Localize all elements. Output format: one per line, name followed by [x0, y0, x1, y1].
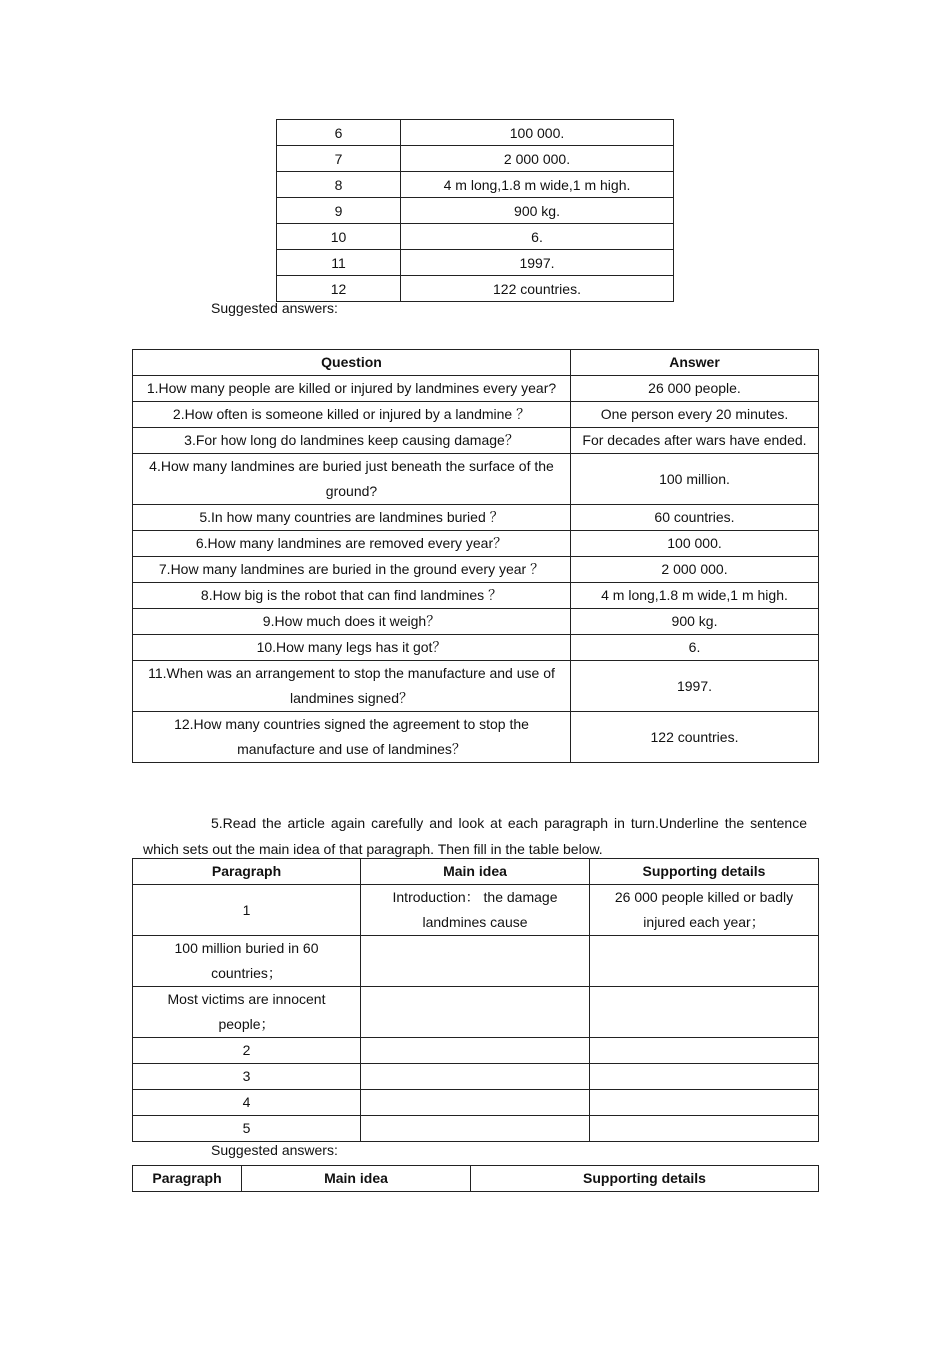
answer-cell: 1997. — [401, 250, 674, 276]
instruction-paragraph: 5.Read the article again carefully and look at each paragraph in turn.Underline the sentence which sets out the main idea of that paragraph. Then fill in the table below. — [143, 815, 807, 857]
paragraph-cell: 3 — [133, 1064, 361, 1090]
question-cell: 6.How many landmines are removed every year？ — [133, 531, 571, 557]
answer-cell: 4 m long,1.8 m wide,1 m high. — [401, 172, 674, 198]
suggested-answers-label-2: Suggested answers: — [211, 1142, 338, 1158]
answer-cell: 6. — [571, 635, 819, 661]
question-cell: 7.How many landmines are buried in the ground every year ？ — [133, 557, 571, 583]
supporting-details-cell — [590, 1090, 819, 1116]
answer-cell: 100 million. — [571, 454, 819, 505]
table-row — [133, 661, 819, 712]
table-row — [133, 987, 819, 1038]
question-header: Question — [133, 350, 571, 376]
answer-cell: 26 000 people. — [571, 376, 819, 402]
question-cell: 3.For how long do landmines keep causing damage？ — [133, 428, 571, 454]
answer-cell: 60 countries. — [571, 505, 819, 531]
question-cell: 12.How many countries signed the agreement to stop the manufacture and use of landmines？ — [133, 712, 571, 763]
paragraph-cell: 2 — [133, 1038, 361, 1064]
paragraph-cell: 100 million buried in 60 countries； — [133, 936, 361, 987]
table-row — [277, 172, 674, 198]
table-row — [133, 428, 819, 454]
question-cell: 1.How many people are killed or injured by landmines every year? — [133, 376, 571, 402]
main-idea-cell: Introduction： the damage landmines cause — [361, 885, 590, 936]
question-cell: 4.How many landmines are buried just beneath the surface of the ground? — [133, 454, 571, 505]
table-row — [133, 712, 819, 763]
table-row — [133, 557, 819, 583]
table-row — [133, 609, 819, 635]
number-cell: 10 — [277, 224, 401, 250]
answer-cell: 900 kg. — [571, 609, 819, 635]
table-row — [277, 198, 674, 224]
supporting-details-cell — [590, 1038, 819, 1064]
answer-cell: For decades after wars have ended. — [571, 428, 819, 454]
supporting-details-cell — [590, 987, 819, 1038]
answer-cell: 4 m long,1.8 m wide,1 m high. — [571, 583, 819, 609]
table-row — [133, 402, 819, 428]
paragraph-header: Paragraph — [133, 859, 361, 885]
table-row — [133, 936, 819, 987]
table-row — [277, 120, 674, 146]
supporting-details-cell — [590, 1064, 819, 1090]
table-row — [133, 531, 819, 557]
table-row — [133, 1038, 819, 1064]
supporting-details-cell — [590, 1116, 819, 1142]
main-idea-cell — [361, 1064, 590, 1090]
answer-cell: 2 000 000. — [401, 146, 674, 172]
paragraph-cell: 5 — [133, 1116, 361, 1142]
main-idea-cell — [361, 987, 590, 1038]
answer-header: Answer — [571, 350, 819, 376]
supporting-details-header: Supporting details — [590, 859, 819, 885]
table-row — [277, 146, 674, 172]
answer-cell: 122 countries. — [401, 276, 674, 302]
suggested-answers-table — [132, 1165, 819, 1192]
main-idea-header: Main idea — [242, 1166, 471, 1192]
number-cell: 9 — [277, 198, 401, 224]
paragraph-cell: 1 — [133, 885, 361, 936]
answer-cell: 2 000 000. — [571, 557, 819, 583]
table-row — [277, 250, 674, 276]
main-idea-cell — [361, 1038, 590, 1064]
main-idea-cell — [361, 1090, 590, 1116]
table-row — [133, 376, 819, 402]
question-cell: 8.How big is the robot that can find landmines ？ — [133, 583, 571, 609]
suggested-answers-label: Suggested answers: — [211, 300, 338, 316]
answer-cell: 122 countries. — [571, 712, 819, 763]
question-answer-table — [132, 349, 819, 763]
number-cell: 7 — [277, 146, 401, 172]
paragraph-cell: Most victims are innocent people； — [133, 987, 361, 1038]
table-row — [133, 454, 819, 505]
question-cell: 11.When was an arrangement to stop the manufacture and use of landmines signed？ — [133, 661, 571, 712]
number-cell: 12 — [277, 276, 401, 302]
answer-cell: 100 000. — [571, 531, 819, 557]
answer-cell: One person every 20 minutes. — [571, 402, 819, 428]
number-cell: 11 — [277, 250, 401, 276]
table-row — [277, 276, 674, 302]
paragraph-main-idea-table — [132, 858, 819, 1142]
table-row — [133, 505, 819, 531]
question-cell: 5.In how many countries are landmines buried ？ — [133, 505, 571, 531]
table-row — [133, 583, 819, 609]
question-cell: 2.How often is someone killed or injured by a landmine ？ — [133, 402, 571, 428]
main-idea-cell — [361, 936, 590, 987]
table-row — [133, 635, 819, 661]
main-idea-cell — [361, 1116, 590, 1142]
answer-cell: 100 000. — [401, 120, 674, 146]
answer-cell: 1997. — [571, 661, 819, 712]
question-cell: 10.How many legs has it got？ — [133, 635, 571, 661]
table-row — [133, 885, 819, 936]
table-row — [133, 1090, 819, 1116]
main-idea-header: Main idea — [361, 859, 590, 885]
question-cell: 9.How much does it weigh？ — [133, 609, 571, 635]
table-row — [133, 1116, 819, 1142]
answer-key-table-top — [276, 119, 674, 302]
paragraph-cell: 4 — [133, 1090, 361, 1116]
number-cell: 6 — [277, 120, 401, 146]
paragraph-header: Paragraph — [133, 1166, 242, 1192]
table-row — [277, 224, 674, 250]
supporting-details-cell — [590, 936, 819, 987]
number-cell: 8 — [277, 172, 401, 198]
supporting-details-cell: 26 000 people killed or badly injured each year； — [590, 885, 819, 936]
answer-cell: 6. — [401, 224, 674, 250]
table-row — [133, 1064, 819, 1090]
answer-cell: 900 kg. — [401, 198, 674, 224]
supporting-details-header: Supporting details — [471, 1166, 819, 1192]
